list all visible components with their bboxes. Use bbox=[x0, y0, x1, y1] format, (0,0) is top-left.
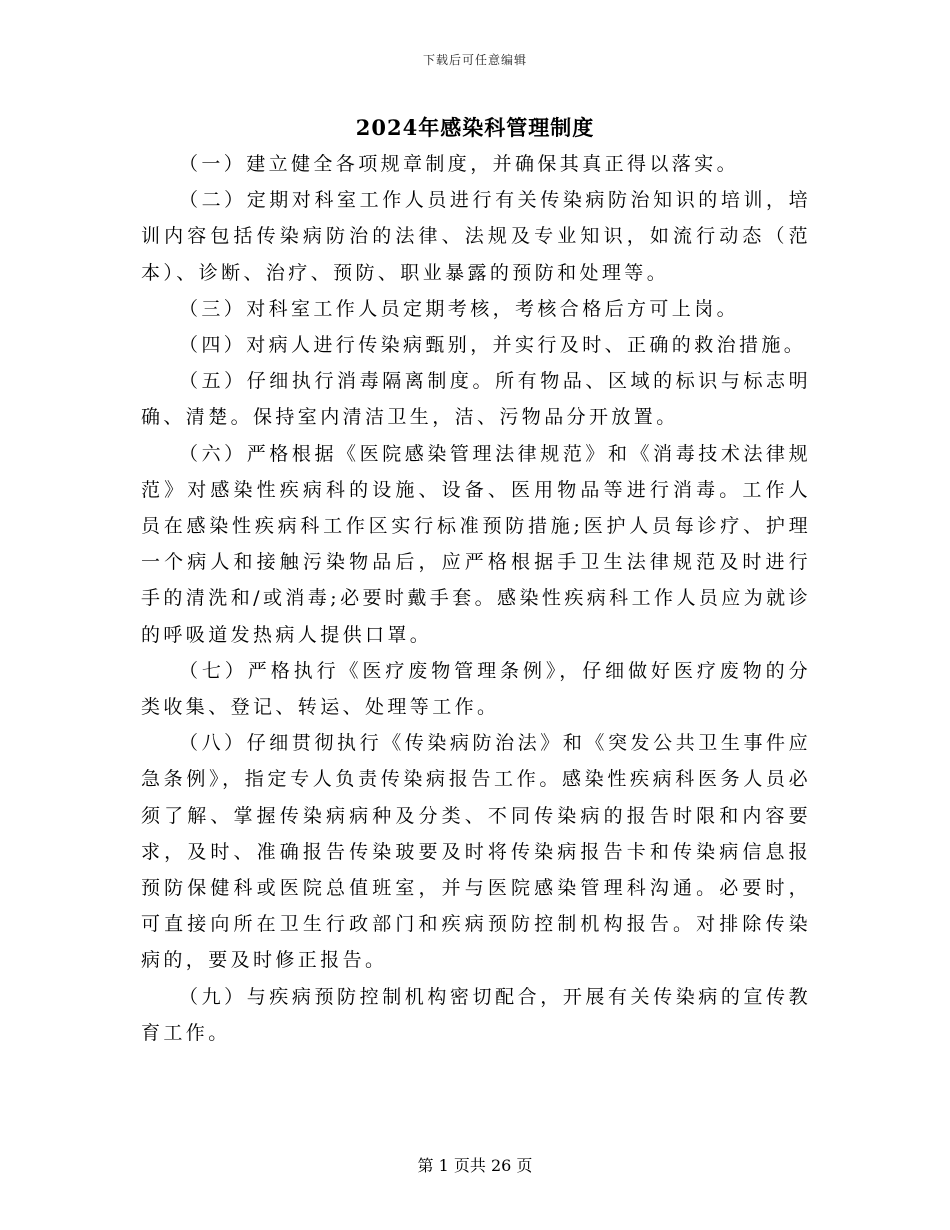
paragraph-6: （六）严格根据《医院感染管理法律规范》和《消毒技术法律规范》对感染性疾病科的设施、设备、医用物品等进行消毒。工作人员在感染性疾病科工作区实行标准预防措施;医护人员每诊疗、护理一个病人和接触污染物品后，应严格根据手卫生法律规范及时进行手的清洗和/或消毒;必要时戴手套。感染性疾病科工作人员应为就诊的呼吸道发热病人提供口罩。 bbox=[141, 442, 811, 646]
paragraph-8: （八）仔细贯彻执行《传染病防治法》和《突发公共卫生事件应急条例》，指定专人负责传染病报告工作。感染性疾病科医务人员必须了解、掌握传染病病种及分类、不同传染病的报告时限和内容要求，及时、准确报告传染玻要及时将传染病报告卡和传染病信息报预防保健科或医院总值班室，并与医院感染管理科沟通。必要时，可直接向所在卫生行政部门和疾病预防控制机构报告。对排除传染病的，要及时修正报告。 bbox=[141, 732, 811, 972]
paragraph-5: （五）仔细执行消毒隔离制度。所有物品、区域的标识与标志明确、清楚。保持室内清洁卫生，洁、污物品分开放置。 bbox=[141, 370, 811, 429]
document-title: 2024年感染科管理制度 bbox=[355, 115, 595, 140]
paragraph-3: （三）对科室工作人员定期考核，考核合格后方可上岗。 bbox=[179, 297, 740, 320]
paragraph-9: （九）与疾病预防控制机构密切配合，开展有关传染病的宣传教育工作。 bbox=[141, 985, 811, 1044]
paragraph-2: （二）定期对科室工作人员进行有关传染病防治知识的培训，培训内容包括传染病防治的法律、法规及专业知识，如流行动态（范本）、诊断、治疗、预防、职业暴露的预防和处理等。 bbox=[141, 189, 811, 284]
page-header-note: 下载后可任意编辑 bbox=[422, 53, 527, 67]
document-body bbox=[141, 146, 811, 1051]
paragraph-4: （四）对病人进行传染病甄别，并实行及时、正确的救治措施。 bbox=[179, 334, 807, 357]
page-number-footer: 第 1 页共 26 页 bbox=[417, 1156, 533, 1175]
paragraph-7: （七）严格执行《医疗废物管理条例》，仔细做好医疗废物的分类收集、登记、转运、处理等工作。 bbox=[141, 659, 811, 719]
paragraph-1: （一）建立健全各项规章制度，并确保其真正得以落实。 bbox=[179, 153, 740, 175]
